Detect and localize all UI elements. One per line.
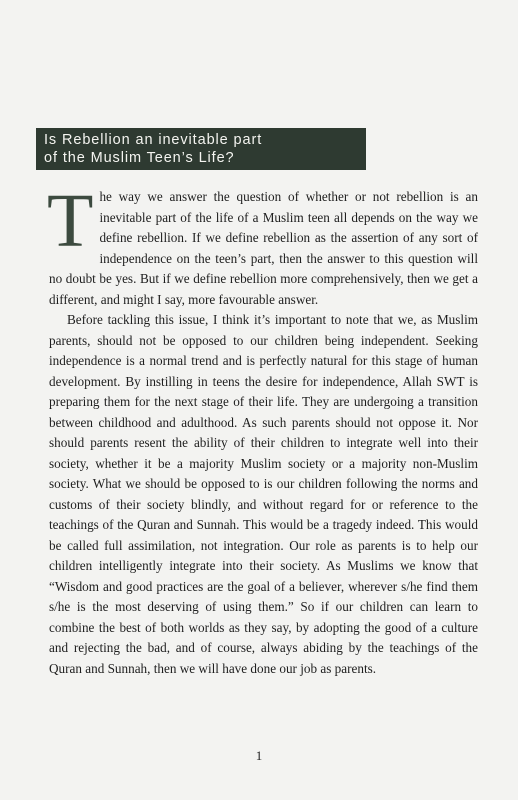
heading-line-2: of the Muslim Teen’s Life?	[44, 150, 235, 166]
drop-cap: T	[47, 179, 94, 263]
paragraph-1-text: he way we answer the question of whether or not rebellion is an inevitable part of the life of a Muslim teen all depends on the way we define rebellion. If we define rebellion as the assertion of any sort of independence on the teen’s part, then the answer to this question will no doubt be yes. But if we define rebellion more comprehensively, then we get a different, and might I say, more favourable answer.	[49, 189, 478, 307]
body-text	[47, 179, 478, 679]
page-number: 1	[255, 748, 263, 763]
heading-line-1: Is Rebellion an inevitable part	[44, 132, 263, 148]
paragraph-1	[47, 179, 478, 310]
paragraph-2: Before tackling this issue, I think it’s important to note that we, as Muslim parents, should not be opposed to our children being independent. Seeking independence is a normal trend and is perfectly natural for this stage of human development. By instilling in teens the desire for independence, Allah SWT is preparing them for the next stage of their life. They are undergoing a transition between childhood and adulthood. As such parents should not oppose it. Nor should parents resent the ability of their children to integrate well into their society, whether it be a majority Muslim society or a majority non-Muslim society. What we should be opposed to is our children following the norms and customs of their society blindly, and without regard for or reference to the teachings of the Quran and Sunnah. This would be a tragedy indeed. This would be called full assimilation, not integration. Our role as parents is to help our children intelligently integrate into their society. As Muslims we know that “Wisdom and good practices are the goal of a believer, wherever s/he find them s/he is the most deserving of using them.” So if our children can learn to combine the best of both worlds as they say, by adopting the good of a culture and rejecting the bad, and of course, always abiding by the teachings of the Quran and Sunnah, then we will have done our job as parents.	[49, 312, 478, 676]
chapter-heading	[36, 128, 366, 170]
